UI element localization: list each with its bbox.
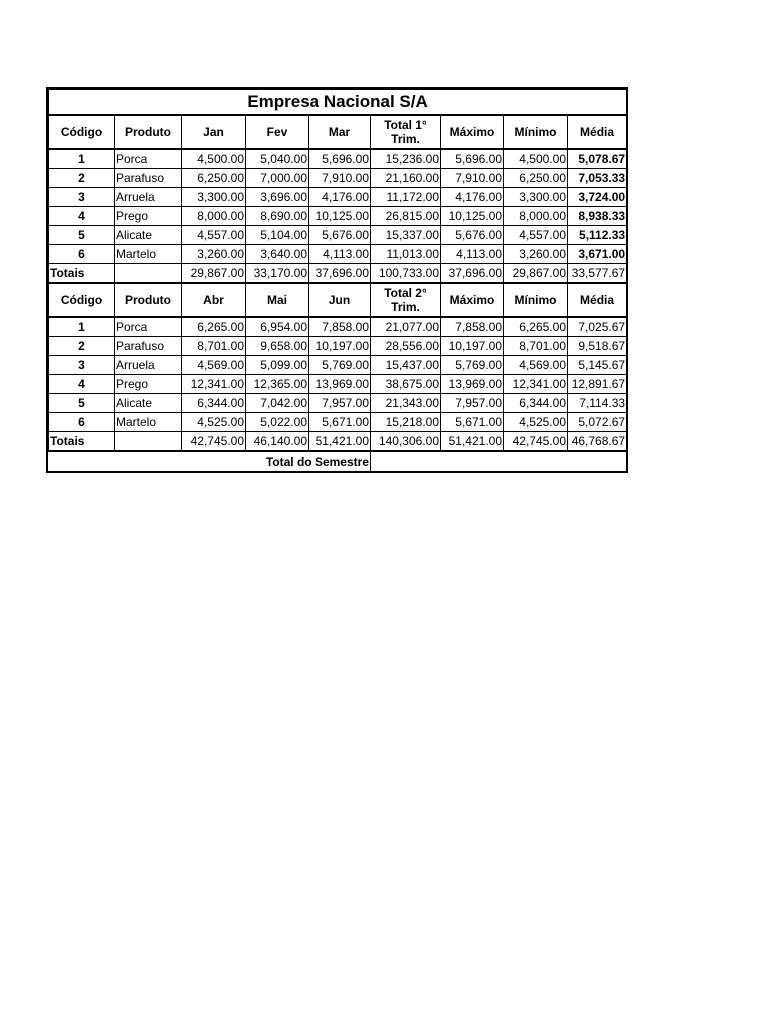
cell-total[interactable]: 11,172.00 (371, 188, 441, 207)
cell-month-2[interactable]: 9,658.00 (246, 337, 309, 356)
cell-month-1[interactable]: 6,250.00 (182, 169, 246, 188)
cell-total[interactable]: 15,236.00 (371, 149, 441, 169)
cell-month-3[interactable]: 7,910.00 (309, 169, 371, 188)
cell-minimo[interactable]: 4,525.00 (504, 413, 568, 432)
header-maximo: Máximo (441, 283, 504, 317)
cell-minimo[interactable]: 6,265.00 (504, 317, 568, 337)
cell-maximo[interactable]: 51,421.00 (441, 432, 504, 452)
cell-month-3[interactable]: 10,125.00 (309, 207, 371, 226)
cell-produto[interactable]: Porca (115, 149, 182, 169)
cell-codigo[interactable]: 1 (49, 149, 115, 169)
cell-minimo[interactable]: 6,250.00 (504, 169, 568, 188)
cell-month-1[interactable]: 4,557.00 (182, 226, 246, 245)
cell-minimo[interactable]: 6,344.00 (504, 394, 568, 413)
cell-codigo[interactable]: 6 (49, 413, 115, 432)
totals-label[interactable]: Totais (49, 432, 115, 452)
cell-month-1[interactable]: 3,300.00 (182, 188, 246, 207)
table-row (49, 337, 627, 356)
cell-month-1[interactable]: 12,341.00 (182, 375, 246, 394)
cell-month-3[interactable]: 5,769.00 (309, 356, 371, 375)
cell-minimo[interactable]: 4,500.00 (504, 149, 568, 169)
cell-month-1[interactable]: 42,745.00 (182, 432, 246, 452)
cell-month-2[interactable]: 5,099.00 (246, 356, 309, 375)
cell-produto[interactable]: Martelo (115, 245, 182, 264)
cell-codigo[interactable]: 4 (49, 375, 115, 394)
cell-total[interactable]: 100,733.00 (371, 264, 441, 284)
cell-total[interactable]: 21,343.00 (371, 394, 441, 413)
cell-month-3[interactable]: 5,671.00 (309, 413, 371, 432)
cell-total[interactable]: 38,675.00 (371, 375, 441, 394)
cell-total[interactable]: 26,815.00 (371, 207, 441, 226)
cell-month-1[interactable]: 3,260.00 (182, 245, 246, 264)
cell-month-2[interactable]: 5,022.00 (246, 413, 309, 432)
table-row (49, 226, 627, 245)
header-month-1: Jan (182, 115, 246, 149)
cell-produto[interactable]: Parafuso (115, 337, 182, 356)
q2-totals-row (49, 432, 627, 452)
table-row (49, 245, 627, 264)
cell-total[interactable]: 21,077.00 (371, 317, 441, 337)
cell-month-2[interactable]: 3,696.00 (246, 188, 309, 207)
cell-produto[interactable]: Arruela (115, 188, 182, 207)
cell-media[interactable]: 3,724.00 (568, 188, 627, 207)
cell-codigo[interactable]: 5 (49, 226, 115, 245)
cell-produto[interactable]: Alicate (115, 226, 182, 245)
cell-total[interactable]: 28,556.00 (371, 337, 441, 356)
cell-month-3[interactable]: 5,696.00 (309, 149, 371, 169)
cell-total[interactable]: 21,160.00 (371, 169, 441, 188)
cell-month-2[interactable]: 5,040.00 (246, 149, 309, 169)
header-month-1: Abr (182, 283, 246, 317)
cell-maximo[interactable]: 10,125.00 (441, 207, 504, 226)
cell-minimo[interactable]: 3,300.00 (504, 188, 568, 207)
cell-month-2[interactable]: 7,000.00 (246, 169, 309, 188)
cell-produto[interactable]: Prego (115, 375, 182, 394)
q1-header-row (49, 115, 627, 149)
header-month-3: Jun (309, 283, 371, 317)
header-produto: Produto (115, 283, 182, 317)
cell-produto[interactable] (115, 432, 182, 452)
cell-total[interactable]: 15,218.00 (371, 413, 441, 432)
table-row (49, 356, 627, 375)
cell-month-2[interactable]: 46,140.00 (246, 432, 309, 452)
cell-month-1[interactable]: 6,344.00 (182, 394, 246, 413)
cell-media[interactable]: 7,025.67 (568, 317, 627, 337)
cell-produto[interactable]: Martelo (115, 413, 182, 432)
cell-month-2[interactable]: 12,365.00 (246, 375, 309, 394)
cell-media[interactable]: 8,938.33 (568, 207, 627, 226)
cell-month-3[interactable]: 4,176.00 (309, 188, 371, 207)
header-codigo: Código (49, 115, 115, 149)
cell-maximo[interactable]: 5,671.00 (441, 413, 504, 432)
cell-media[interactable]: 7,053.33 (568, 169, 627, 188)
cell-maximo[interactable]: 7,910.00 (441, 169, 504, 188)
cell-produto[interactable]: Prego (115, 207, 182, 226)
cell-month-1[interactable]: 29,867.00 (182, 264, 246, 284)
cell-month-2[interactable]: 7,042.00 (246, 394, 309, 413)
cell-month-1[interactable]: 4,525.00 (182, 413, 246, 432)
header-media: Média (568, 115, 627, 149)
cell-month-3[interactable]: 4,113.00 (309, 245, 371, 264)
cell-minimo[interactable]: 12,341.00 (504, 375, 568, 394)
cell-maximo[interactable]: 5,676.00 (441, 226, 504, 245)
cell-minimo[interactable]: 4,569.00 (504, 356, 568, 375)
cell-minimo[interactable]: 42,745.00 (504, 432, 568, 452)
table-row (49, 188, 627, 207)
header-month-3: Mar (309, 115, 371, 149)
cell-month-2[interactable]: 8,690.00 (246, 207, 309, 226)
cell-month-1[interactable]: 4,500.00 (182, 149, 246, 169)
cell-codigo[interactable]: 3 (49, 188, 115, 207)
cell-month-3[interactable]: 10,197.00 (309, 337, 371, 356)
cell-produto[interactable]: Parafuso (115, 169, 182, 188)
cell-minimo[interactable]: 8,000.00 (504, 207, 568, 226)
cell-codigo[interactable]: 1 (49, 317, 115, 337)
header-codigo: Código (49, 283, 115, 317)
cell-media[interactable]: 9,518.67 (568, 337, 627, 356)
table-row (49, 394, 627, 413)
cell-minimo[interactable]: 4,557.00 (504, 226, 568, 245)
title-row (49, 90, 627, 116)
table-row (49, 375, 627, 394)
cell-total[interactable]: 15,337.00 (371, 226, 441, 245)
cell-month-3[interactable]: 7,858.00 (309, 317, 371, 337)
q2-header-row (49, 283, 627, 317)
spreadsheet (46, 87, 628, 473)
sales-table (48, 89, 627, 471)
header-month-2: Mai (246, 283, 309, 317)
cell-month-1[interactable]: 6,265.00 (182, 317, 246, 337)
cell-media[interactable]: 5,145.67 (568, 356, 627, 375)
table-row (49, 149, 627, 169)
cell-month-2[interactable]: 5,104.00 (246, 226, 309, 245)
cell-total[interactable]: 140,306.00 (371, 432, 441, 452)
cell-codigo[interactable]: 4 (49, 207, 115, 226)
cell-month-3[interactable]: 7,957.00 (309, 394, 371, 413)
cell-media[interactable]: 5,112.33 (568, 226, 627, 245)
cell-codigo[interactable]: 2 (49, 169, 115, 188)
q1-totals-row (49, 264, 627, 284)
cell-maximo[interactable]: 13,969.00 (441, 375, 504, 394)
table-row (49, 413, 627, 432)
cell-maximo[interactable]: 5,696.00 (441, 149, 504, 169)
cell-month-1[interactable]: 8,701.00 (182, 337, 246, 356)
cell-produto[interactable]: Porca (115, 317, 182, 337)
cell-codigo[interactable]: 5 (49, 394, 115, 413)
cell-month-3[interactable]: 5,676.00 (309, 226, 371, 245)
cell-total[interactable]: 15,437.00 (371, 356, 441, 375)
cell-month-3[interactable]: 13,969.00 (309, 375, 371, 394)
cell-month-2[interactable]: 3,640.00 (246, 245, 309, 264)
cell-maximo[interactable]: 7,858.00 (441, 317, 504, 337)
table-row (49, 317, 627, 337)
header-total: Total 1° Trim. (371, 115, 441, 149)
header-maximo: Máximo (441, 115, 504, 149)
cell-maximo[interactable]: 37,696.00 (441, 264, 504, 284)
cell-total[interactable]: 11,013.00 (371, 245, 441, 264)
cell-maximo[interactable]: 4,176.00 (441, 188, 504, 207)
cell-codigo[interactable]: 2 (49, 337, 115, 356)
cell-produto[interactable] (115, 264, 182, 284)
cell-codigo[interactable]: 6 (49, 245, 115, 264)
cell-produto[interactable]: Arruela (115, 356, 182, 375)
cell-month-2[interactable]: 6,954.00 (246, 317, 309, 337)
cell-media[interactable]: 5,078.67 (568, 149, 627, 169)
cell-media[interactable]: 3,671.00 (568, 245, 627, 264)
semester-total-label: Total do Semestre (49, 451, 371, 471)
cell-minimo[interactable]: 8,701.00 (504, 337, 568, 356)
cell-media[interactable]: 5,072.67 (568, 413, 627, 432)
cell-month-1[interactable]: 4,569.00 (182, 356, 246, 375)
semester-total-value[interactable] (371, 451, 627, 471)
table-row (49, 207, 627, 226)
totals-label[interactable]: Totais (49, 264, 115, 284)
cell-month-2[interactable]: 33,170.00 (246, 264, 309, 284)
table-row (49, 169, 627, 188)
cell-minimo[interactable]: 29,867.00 (504, 264, 568, 284)
cell-media[interactable]: 46,768.67 (568, 432, 627, 452)
header-produto: Produto (115, 115, 182, 149)
header-minimo: Mínimo (504, 115, 568, 149)
cell-media[interactable]: 12,891.67 (568, 375, 627, 394)
company-title: Empresa Nacional S/A (49, 90, 627, 116)
semester-total-row (49, 451, 627, 471)
cell-produto[interactable]: Alicate (115, 394, 182, 413)
cell-month-3[interactable]: 51,421.00 (309, 432, 371, 452)
cell-media[interactable]: 7,114.33 (568, 394, 627, 413)
cell-maximo[interactable]: 7,957.00 (441, 394, 504, 413)
cell-maximo[interactable]: 10,197.00 (441, 337, 504, 356)
header-minimo: Mínimo (504, 283, 568, 317)
cell-minimo[interactable]: 3,260.00 (504, 245, 568, 264)
cell-maximo[interactable]: 4,113.00 (441, 245, 504, 264)
header-media: Média (568, 283, 627, 317)
cell-codigo[interactable]: 3 (49, 356, 115, 375)
cell-month-1[interactable]: 8,000.00 (182, 207, 246, 226)
header-total: Total 2° Trim. (371, 283, 441, 317)
cell-maximo[interactable]: 5,769.00 (441, 356, 504, 375)
cell-media[interactable]: 33,577.67 (568, 264, 627, 284)
cell-month-3[interactable]: 37,696.00 (309, 264, 371, 284)
header-month-2: Fev (246, 115, 309, 149)
